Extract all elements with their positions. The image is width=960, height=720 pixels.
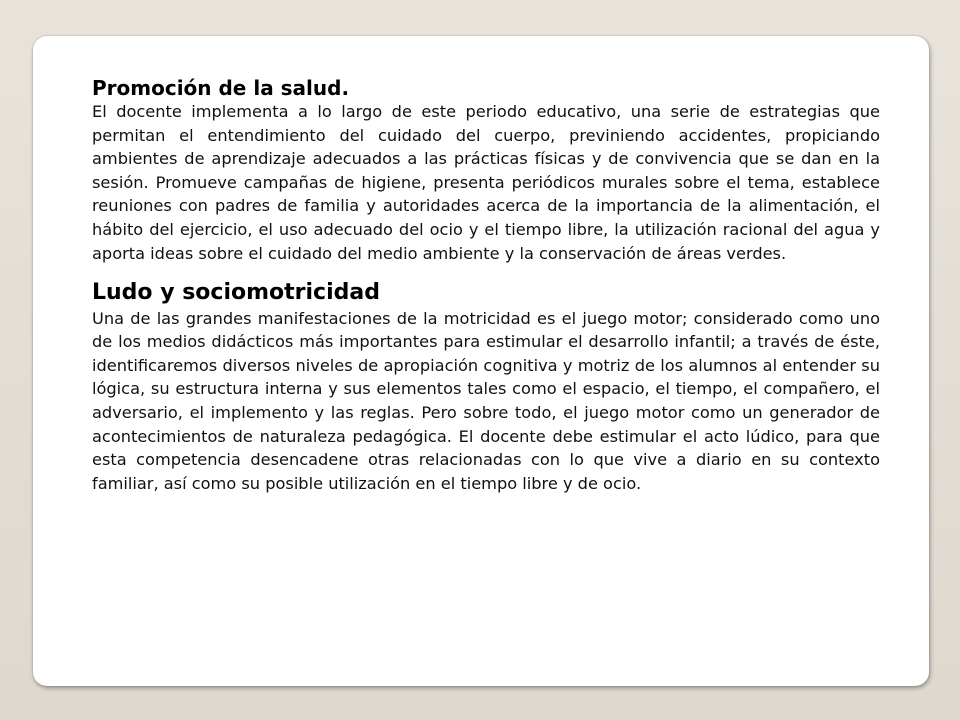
slide-card: [33, 36, 929, 686]
section-spacer: [92, 265, 880, 280]
section-heading-promocion-salud: Promoción de la salud.: [92, 76, 350, 100]
section-heading-ludo-sociomotricidad: Ludo y sociomotricidad: [92, 280, 380, 306]
slide-content: [92, 76, 880, 495]
section-body-promocion-salud: El docente implementa a lo largo de este periodo educativo, una serie de estrategias que permitan el entendimiento del cuidado del cuerpo, previniendo accidentes, propiciando ambientes de aprendizaje adecuados a las prácticas físicas y de convivencia que se dan en la sesión. Promueve campañas de higiene, presenta periódicos murales sobre el tema, establece reuniones con padres de familia y autoridades acerca de la importancia de la alimentación, el hábito del ejercicio, el uso adecuado del ocio y el tiempo libre, la utilización racional del agua y aporta ideas sobre el cuidado del medio ambiente y la conservación de áreas verdes.: [92, 102, 880, 263]
section-body-ludo-sociomotricidad: Una de las grandes manifestaciones de la motricidad es el juego motor; considerado como uno de los medios didácticos más importantes para estimular el desarrollo infantil; a través de éste, identificaremos diversos niveles de apropiación cognitiva y motriz de los alumnos al entender su lógica, su estructura interna y sus elementos tales como el espacio, el tiempo, el compañero, el adversario, el implemento y las reglas. Pero sobre todo, el juego motor como un generador de acontecimientos de naturaleza pedagógica. El docente debe estimular el acto lúdico, para que esta competencia desencadene otras relacionadas con lo que vive a diario en su contexto familiar, así como su posible utilización en el tiempo libre y de ocio.: [92, 308, 880, 493]
